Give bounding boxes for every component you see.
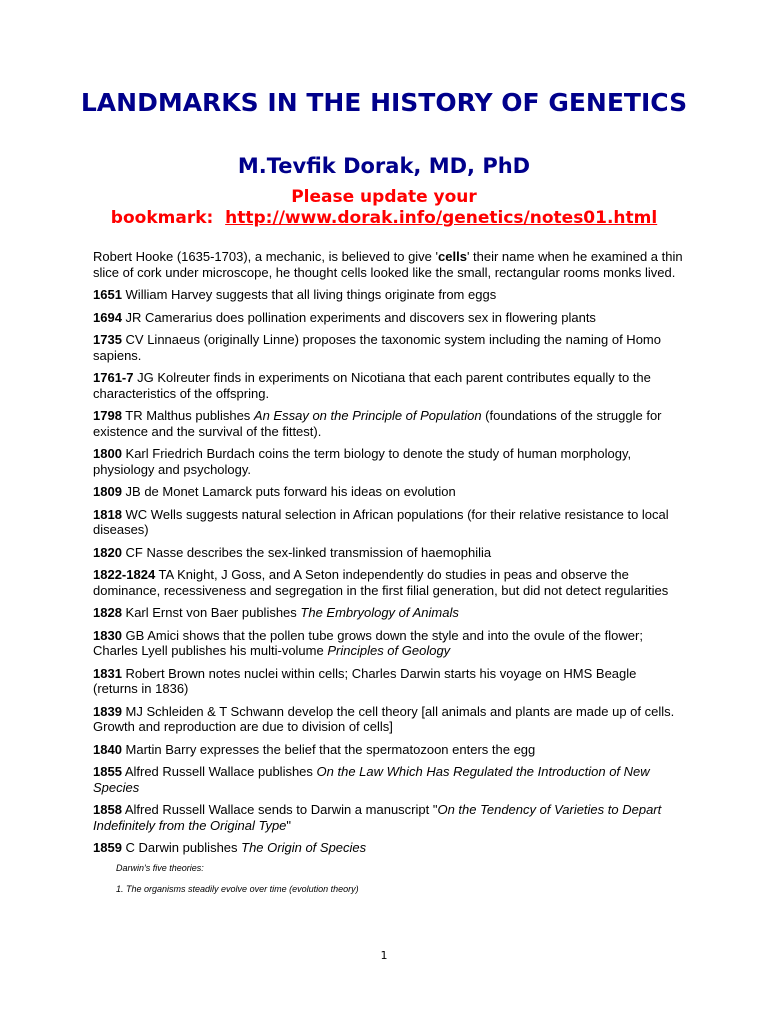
entry-text: Karl Ernst von Baer publishes xyxy=(121,605,301,620)
entry-text: MJ Schleiden & T Schwann develop the cell theory [all animals and plants are made up of cells. Growth and reproduction are due to division of cells] xyxy=(93,703,675,734)
notes-list xyxy=(116,884,683,895)
timeline-entry xyxy=(93,802,683,833)
timeline-entry xyxy=(93,370,683,401)
entry-text: TA Knight, J Goss, and A Seton independently do studies in peas and observe the dominance, recessiveness and segregation in the first filial generation, but did not detect regularities xyxy=(93,567,669,598)
notice-line-1: Please update your xyxy=(291,187,477,207)
entry-text: JG Kolreuter finds in experiments on Nicotiana that each parent contributes equally to the characteristics of the offspring. xyxy=(93,370,651,401)
bookmark-notice xyxy=(40,187,728,229)
entry-year: 1839 xyxy=(93,703,122,719)
entry-year: 1858 xyxy=(93,802,122,817)
entry-text: CV Linnaeus (originally Linne) proposes the taxonomic system including the naming of Homo sapiens. xyxy=(93,332,661,363)
timeline-entry xyxy=(93,605,683,621)
entry-italic-title: On the Law Which Has Regulated the Introduction of New Species xyxy=(93,764,650,795)
notice-line-2 xyxy=(40,208,728,229)
notice-prefix: bookmark: xyxy=(110,208,214,228)
bookmark-link[interactable]: http://www.dorak.info/genetics/notes01.html xyxy=(225,208,658,228)
timeline-entry xyxy=(93,484,683,500)
entry-year: 1855 xyxy=(93,764,122,779)
entry-year: 1830 xyxy=(93,627,122,643)
timeline-entry xyxy=(93,287,683,303)
timeline-entry xyxy=(93,704,683,735)
entry-italic-title: On the Tendency of Varieties to Depart Indefinitely from the Original Type xyxy=(93,802,662,833)
timeline-entry xyxy=(93,310,683,326)
entry-text: JR Camerarius does pollination experiments and discovers sex in flowering plants xyxy=(121,309,596,325)
entry-year: 1651 xyxy=(93,287,122,302)
entry-text: GB Amici shows that the pollen tube grows down the style and into the ovule of the flower; Charles Lyell publishes his multi-volume xyxy=(93,627,643,658)
entry-year: 1820 xyxy=(93,544,122,560)
entry-text: Alfred Russell Wallace publishes xyxy=(121,764,317,779)
author-name: M.Tevfik Dorak, MD, PhD xyxy=(237,154,531,178)
timeline-entry xyxy=(93,545,683,561)
timeline-entry xyxy=(93,840,683,856)
timeline-entry xyxy=(93,567,683,598)
entry-italic-title: Principles of Geology xyxy=(327,643,451,658)
darwin-theories-notes xyxy=(116,863,683,895)
timeline-entry xyxy=(93,628,683,659)
entry-year: 1809 xyxy=(93,484,122,499)
intro-text-before: Robert Hooke (1635-1703), a mechanic, is believed to give ' xyxy=(93,249,439,264)
entry-text: Alfred Russell Wallace sends to Darwin a manuscript " xyxy=(121,802,438,817)
page-number: 1 xyxy=(380,949,388,962)
entry-text: Martin Barry expresses the belief that the spermatozoon enters the egg xyxy=(121,741,536,757)
entry-year: 1822-1824 xyxy=(93,567,156,582)
entry-text: C Darwin publishes xyxy=(121,840,242,855)
entry-year: 1694 xyxy=(93,309,122,325)
entry-text: JB de Monet Lamarck puts forward his ideas on evolution xyxy=(121,484,456,499)
timeline-entry xyxy=(93,507,683,538)
notes-heading: Darwin's five theories: xyxy=(116,862,204,873)
entry-text: Robert Brown notes nuclei within cells; Charles Darwin starts his voyage on HMS Beagle (returns in 1836) xyxy=(93,665,637,696)
entry-text: CF Nasse describes the sex-linked transmission of haemophilia xyxy=(121,544,492,560)
timeline-entry xyxy=(93,446,683,477)
entry-year: 1859 xyxy=(93,840,122,855)
entry-text: William Harvey suggests that all living things originate from eggs xyxy=(121,287,497,302)
entry-year: 1800 xyxy=(93,446,122,461)
timeline-entry xyxy=(93,408,683,439)
entry-year: 1840 xyxy=(93,741,122,757)
entry-italic-title: The Embryology of Animals xyxy=(300,605,459,620)
entry-year: 1735 xyxy=(93,332,122,347)
entry-year: 1798 xyxy=(93,408,122,423)
intro-paragraph xyxy=(93,249,683,280)
entry-text: (foundations of the struggle for existence and the survival of the fittest). xyxy=(93,408,662,439)
notes-item: 1. The organisms steadily evolve over time (evolution theory) xyxy=(116,883,359,894)
entry-text: Karl Friedrich Burdach coins the term biology to denote the study of human morphology, physiology and psychology. xyxy=(93,446,632,477)
entry-year: 1831 xyxy=(93,665,122,681)
timeline-entry xyxy=(93,764,683,795)
entry-year: 1818 xyxy=(93,506,122,522)
intro-text-after: ' their name when he examined a thin slice of cork under microscope, he thought cells looked like the small, rectangular rooms monks lived. xyxy=(93,249,683,280)
timeline-entry xyxy=(93,666,683,697)
timeline-entry xyxy=(93,332,683,363)
entry-italic-title: An Essay on the Principle of Population xyxy=(253,408,482,423)
entry-text: TR Malthus publishes xyxy=(121,408,254,423)
page-title: LANDMARKS IN THE HISTORY OF GENETICS xyxy=(80,88,688,117)
entry-text: WC Wells suggests natural selection in African populations (for their relative resistance to local diseases) xyxy=(93,506,669,537)
timeline-entries xyxy=(93,287,683,856)
intro-bold-term: cells xyxy=(438,249,467,264)
entry-year: 1761-7 xyxy=(93,370,134,385)
timeline-entry xyxy=(93,742,683,758)
entry-year: 1828 xyxy=(93,605,122,620)
timeline-content xyxy=(93,249,683,905)
entry-italic-title: The Origin of Species xyxy=(241,840,367,855)
entry-text: " xyxy=(286,817,292,833)
